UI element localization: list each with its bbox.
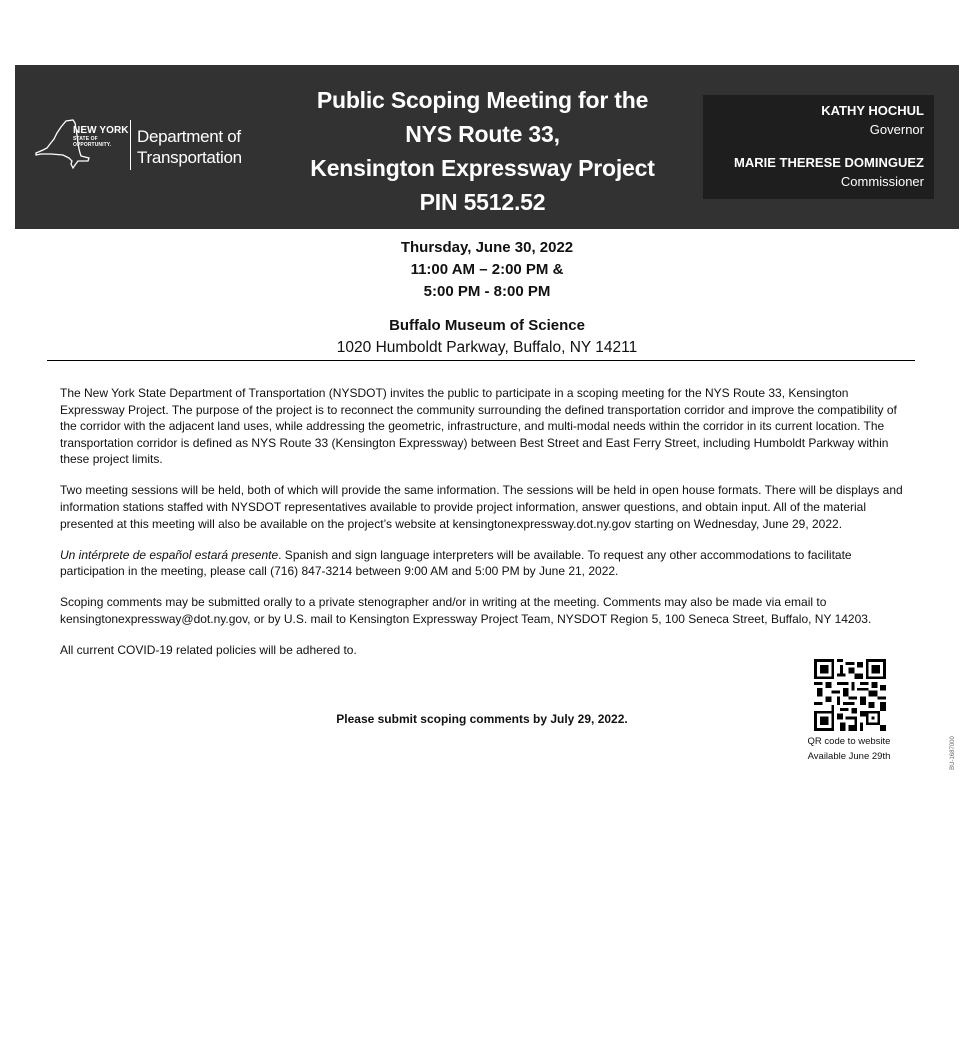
venue-name: Buffalo Museum of Science <box>389 317 585 334</box>
header-banner <box>15 65 959 229</box>
dept-line-2: Transportation <box>137 148 242 167</box>
paragraph-sessions: Two meeting sessions will be held, both of which will provide the same information. The sessions will be held in open house formats. There will be displays and information stations staffed with NYSDOT representatives available to provide project information, answer questions, and obtain input. All of the material presented at this meeting will also be available on the project’s website at kensingtonexpressway.dot.ny.gov starting on Wednesday, June 29, 2022. <box>60 483 903 531</box>
paragraph-comments: Scoping comments may be submitted orally to a private stenographer and/or in writing at the meeting. Comments may also be made via email to kensingtonexpressway@dot.ny.gov, or by U.S. mail to Kensington Expressway Project Team, NYSDOT Region 5, 100 Seneca Street, Buffalo, NY 14203. <box>60 595 872 627</box>
official-name: KATHY HOCHUL <box>821 103 924 118</box>
notice-body <box>60 385 910 673</box>
official-role: Commissioner <box>840 174 924 189</box>
department-name <box>137 126 242 168</box>
accommodations-text: . Spanish and sign language interpreters will be available. To request any other accommodations to facilitate participation in the meeting, please call (716) 847-3214 between 9:00 AM and 5:00 PM by June 21, 2022. <box>60 547 852 579</box>
nysdot-logo <box>33 117 253 175</box>
event-date: Thursday, June 30, 2022 <box>400 239 574 256</box>
qr-caption-line-1: QR code to website <box>807 736 891 747</box>
spanish-interpreter-note: Un intérprete de español estará presente <box>60 547 279 562</box>
section-divider <box>47 360 915 361</box>
event-venue <box>0 314 974 359</box>
event-time-1: 11:00 AM – 2:00 PM & <box>410 261 564 278</box>
event-time-2: 5:00 PM - 8:00 PM <box>423 283 551 300</box>
official-commissioner <box>734 154 924 191</box>
logo-tagline-1: STATE OF <box>73 136 98 142</box>
qr-caption-line-2: Available June 29th <box>807 751 891 762</box>
official-role: Governor <box>869 122 924 137</box>
qr-code-icon[interactable] <box>814 659 886 731</box>
paragraph-covid: All current COVID-19 related policies will be adhered to. <box>60 643 357 658</box>
logo-ny-line: NEW YORK <box>73 125 129 136</box>
official-name: MARIE THERESE DOMINGUEZ <box>734 155 924 170</box>
venue-address: 1020 Humboldt Parkway, Buffalo, NY 14211 <box>336 339 638 356</box>
title-line-4: PIN 5512.52 <box>419 189 546 215</box>
logo-divider <box>130 120 131 170</box>
event-datetime <box>0 237 974 303</box>
official-governor <box>821 102 924 139</box>
paragraph-purpose: The New York State Department of Transportation (NYSDOT) invites the public to participate in a scoping meeting for the NYS Route 33, Kensington Expressway Project. The purpose of the project is to reconnect the community surrounding the defined transportation corridor and improve the compatibility of the corridor with the adjacent land uses, while addressing the geometric, infrastructure, and multi-modal needs within the corridor in its current location. The transportation corridor is defined as NYS Route 33 (Kensington Expressway) between Best Street and East Ferry Street, including Humboldt Parkway within these project limits. <box>60 386 897 467</box>
logo-tagline-2: OPPORTUNITY. <box>73 142 112 148</box>
comment-deadline: Please submit scoping comments by July 29, 2022. <box>336 712 628 726</box>
new-york-wordmark <box>73 126 129 148</box>
title-line-1: Public Scoping Meeting for the <box>316 87 649 113</box>
meeting-title <box>280 83 685 219</box>
dept-line-1: Department of <box>137 127 241 146</box>
officials-box <box>703 95 934 199</box>
paragraph-accommodations <box>60 547 910 580</box>
qr-caption <box>790 734 908 764</box>
document-code: BU-1687000 <box>950 736 956 770</box>
title-line-3: Kensington Expressway Project <box>310 155 655 181</box>
title-line-2: NYS Route 33, <box>405 121 560 147</box>
